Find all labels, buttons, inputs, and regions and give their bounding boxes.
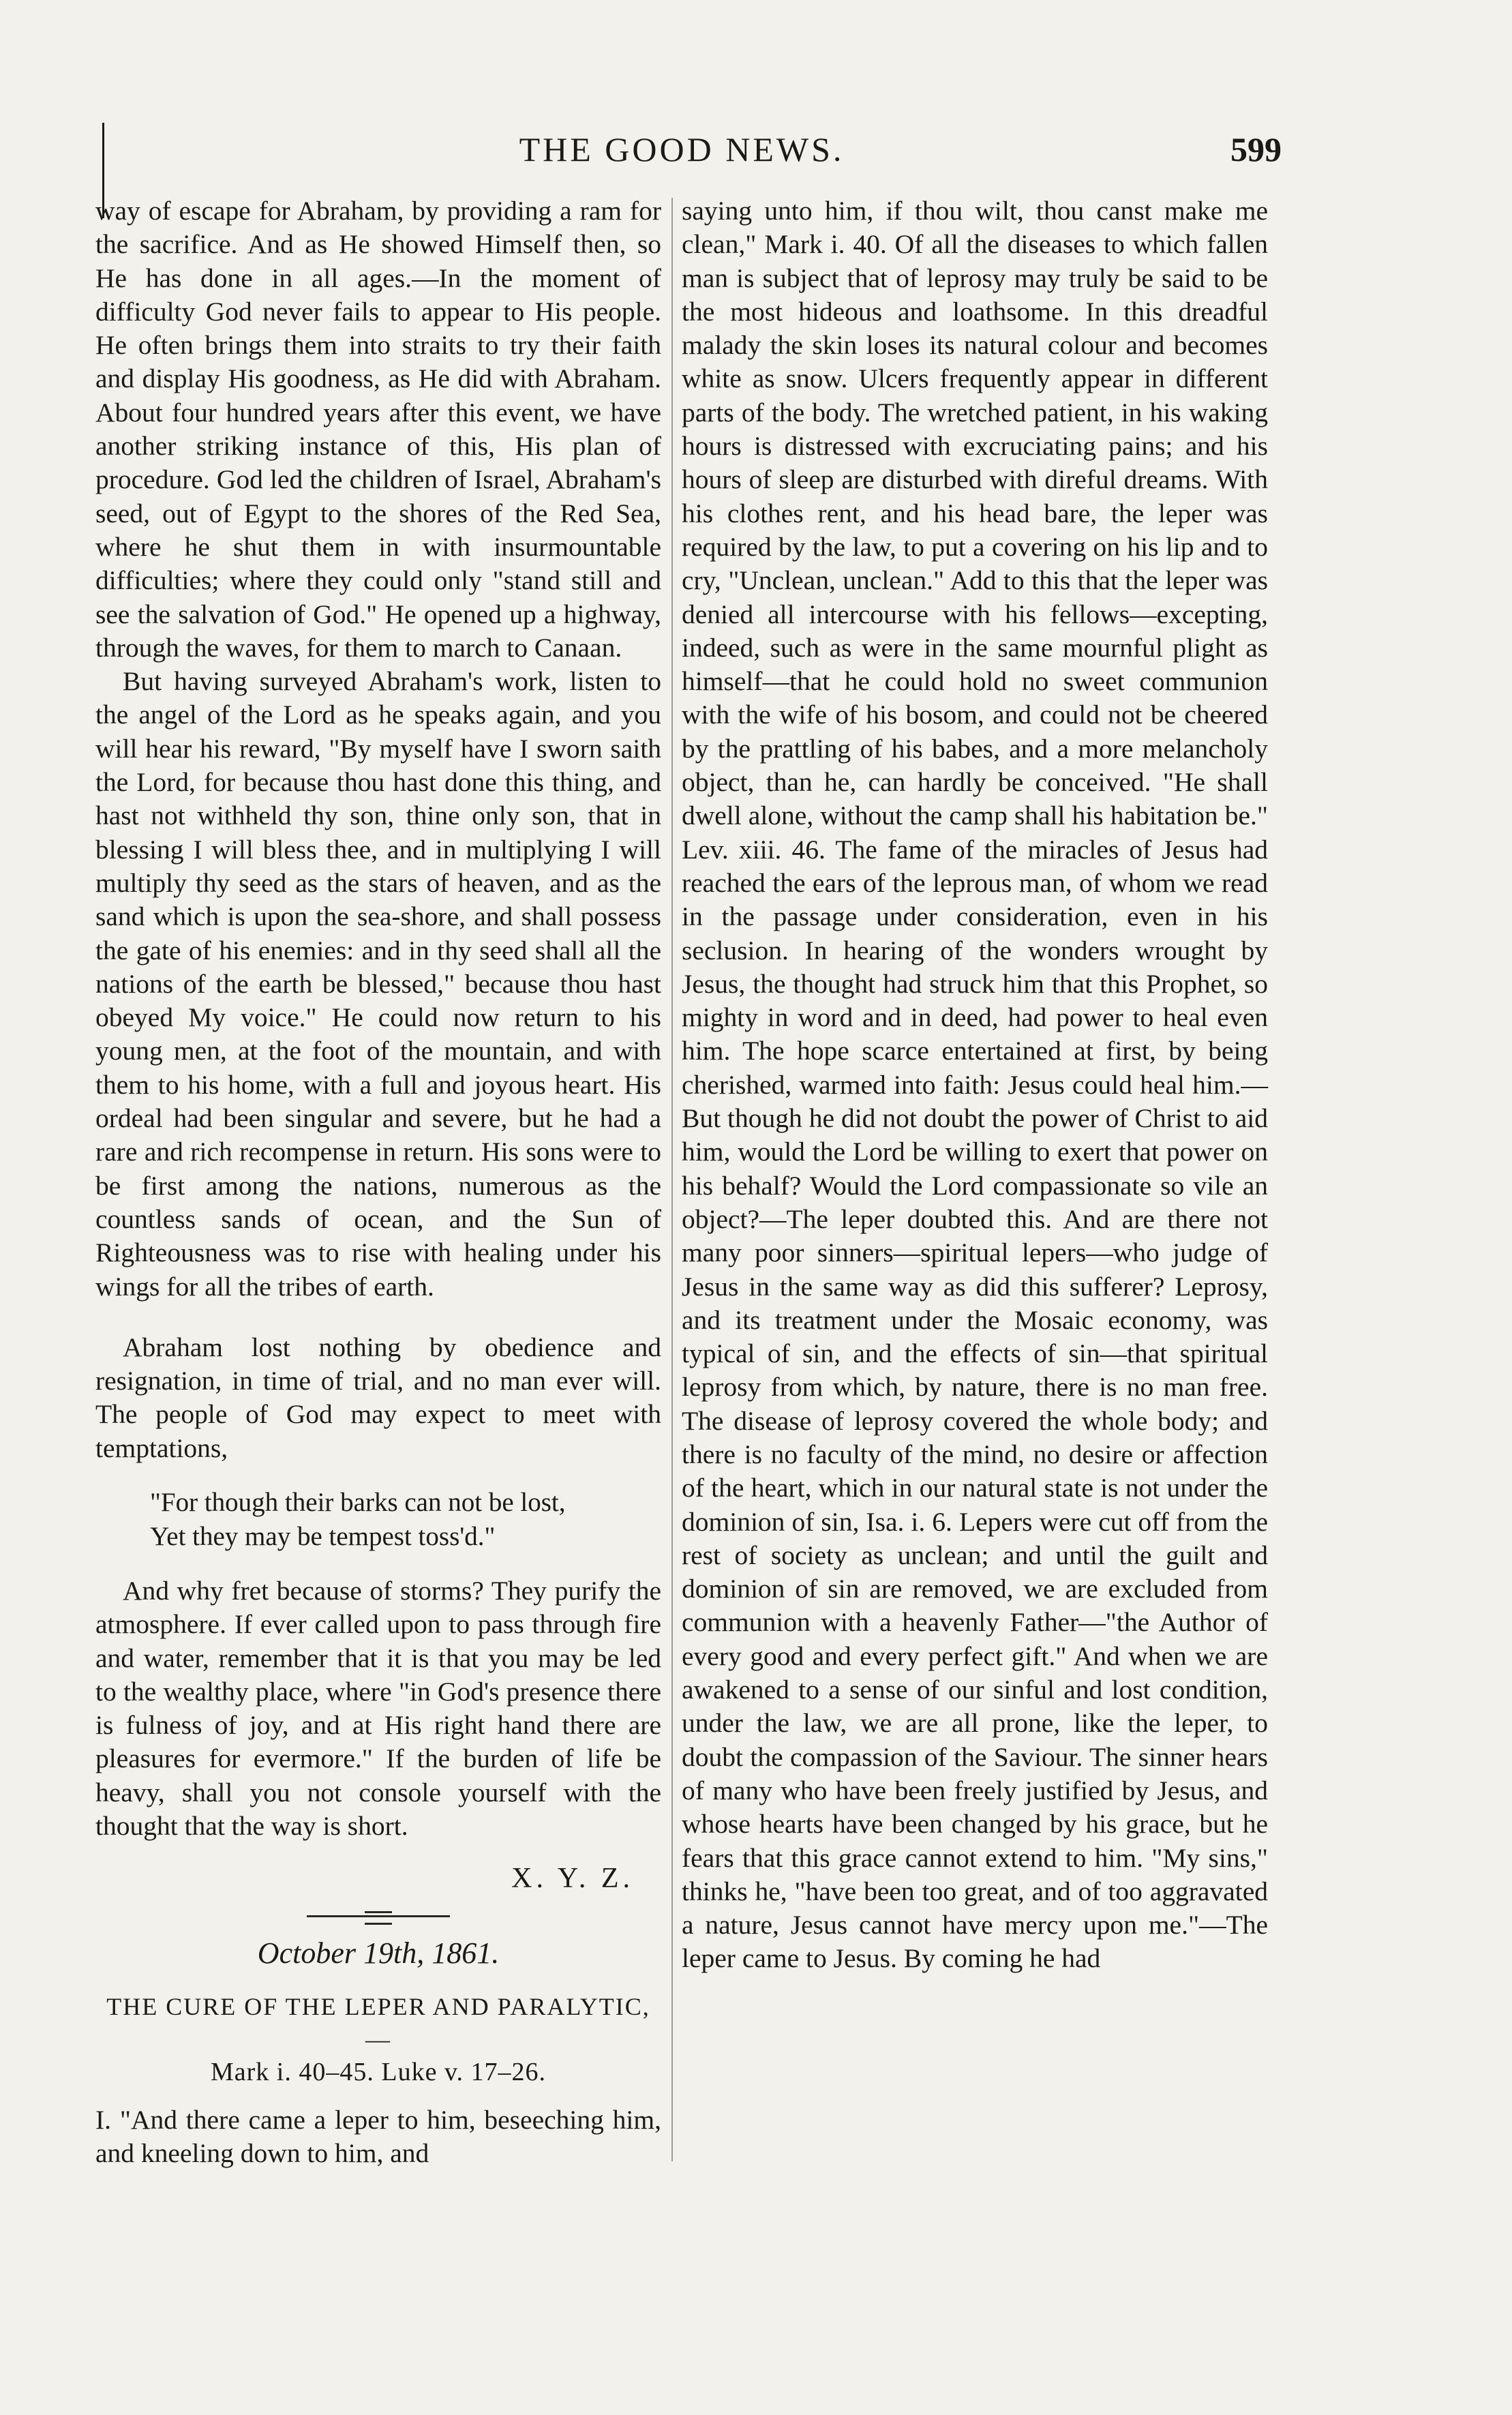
verse-line: Yet they may be tempest toss'd." [150,1521,496,1551]
left-column [95,194,661,2171]
page-title: THE GOOD NEWS. [519,130,845,168]
section-heading [95,1990,661,2088]
paragraph: I. "And there came a leper to him, beseeching him, and kneeling down to him, and [95,2104,661,2169]
column-divider [671,198,673,2161]
verse-line: "For though their barks can not be lost, [150,1487,566,1517]
date-line: October 19th, 1861. [257,1936,500,1970]
paragraph: way of escape for Abraham, by providing a ram for the sacrifice. And as He showed Himself then, so He has done in all ages.—In the moment of difficulty God never fails to appear to His people. He often brings them into straits to try their faith and display His goodness, as He did with Abraham. About four hundred years after this event, we have another striking instance of this, His plan of procedure. God led the children of Israel, Abraham's seed, out of Egypt to the shores of the Red Sea, where he shut them in with insurmountable difficulties; where they could only "stand still and see the salvation of God." He opened up a highway, through the waves, for them to march to Canaan. [95,196,661,663]
verse-quote [95,1486,661,1554]
section-title: THE CURE OF THE LEPER AND PARALYTIC,— [106,1992,650,2053]
right-column [682,194,1268,1976]
paragraph: Abraham lost nothing by obedience and resignation, in time of trial, and no man ever will. The people of God may expect to meet with temptations, [95,1332,661,1463]
section-reference: Mark i. 40–45. Luke v. 17–26. [211,2057,546,2086]
paragraph: And why fret because of storms? They purify the atmosphere. If ever called upon to pass through fire and water, remember that it is that you may be led to the wealthy place, where "in God's presence there is fulness of joy, and at His right hand there are pleasures for evermore." If the burden of life be heavy, shall you not console yourself with the thought that the way is short. [95,1575,661,1842]
running-head [95,130,1282,170]
signature: X. Y. Z. [511,1863,634,1895]
separator-ornament [307,1915,450,1917]
paragraph: saying unto him, if thou wilt, thou canst make me clean," Mark i. 40. Of all the diseases to which fallen man is subject that of leprosy may truly be said to be the most hideous and loathsome. In this dreadful malady the skin loses its natural colour and becomes white as snow. Ulcers frequently appear in different parts of the body. The wretched patient, in his waking hours is distressed with excruciating pains; and his hours of sleep are disturbed with direful dreams. With his clothes rent, and his head bare, the leper was required by the law, to put a covering on his lip and to cry, "Unclean, unclean." Add to this that the leper was denied all intercourse with his fellows—excepting, indeed, such as were in the same mournful plight as himself—that he could hold no sweet communion with the wife of his bosom, and could not be cheered by the prattling of his babes, and a more melancholy object, than he, can hardly be conceived. "He shall dwell alone, without the camp shall his habitation be." Lev. xiii. 46. The fame of the miracles of Jesus had reached the ears of the leprous man, of whom we read in the passage under consideration, even in his seclusion. In hearing of the wonders wrought by Jesus, the thought had struck him that this Prophet, so mighty in word and in deed, had power to heal even him. The hope scarce entertained at first, by being cherished, warmed into faith: Jesus could heal him.—But though he did not doubt the power of Christ to aid him, would the Lord be willing to exert that power on his behalf? Would the Lord compassionate so vile an object?—The leper doubted this. And are there not many poor sinners—spiritual lepers—who judge of Jesus in the same way as did this sufferer? Leprosy, and its treatment under the Mosaic economy, was typical of sin, and the effects of sin—that spiritual leprosy from which, by nature, there is no man free. The disease of leprosy covered the whole body; and there is no faculty of the mind, no desire or affection of the heart, which in our natural state is not under the dominion of sin, Isa. i. 6. Lepers were cut off from the rest of society as unclean; and until the guilt and dominion of sin are removed, we are excluded from communion with a heavenly Father—"the Author of every good and every perfect gift." And when we are awakened to a sense of our sinful and lost condition, under the law, we are all prone, like the leper, to doubt the compassion of the Saviour. The sinner hears of many who have been freely justified by Jesus, and whose hearts have been changed by his grace, but he fears that this grace cannot extend to him. "My sins," thinks he, "have been too great, and of too aggravated a nature, Jesus cannot have mercy upon me."—The leper came to Jesus. By coming he had [682,196,1268,1974]
paragraph: But having surveyed Abraham's work, listen to the angel of the Lord as he speaks again, and you will hear his reward, "By myself have I sworn saith the Lord, for because thou hast done this thing, and hast not withheld thy son, thine only son, that in blessing I will bless thee, and in multiplying I will multiply thy seed as the stars of heaven, and as the sand which is upon the sea-shore, and shall possess the gate of his enemies: and in thy seed shall all the nations of the earth be blessed," because thou hast obeyed My voice." He could now return to his young men, at the foot of the mountain, and with them to his home, with a full and joyous heart. His ordeal had been singular and severe, but he had a rare and rich recompense in return. His sons were to be first among the nations, numerous as the countless sands of ocean, and the Sun of Righteousness was to rise with healing under his wings for all the tribes of earth. [95,666,661,1302]
page-number: 599 [1230,130,1282,168]
